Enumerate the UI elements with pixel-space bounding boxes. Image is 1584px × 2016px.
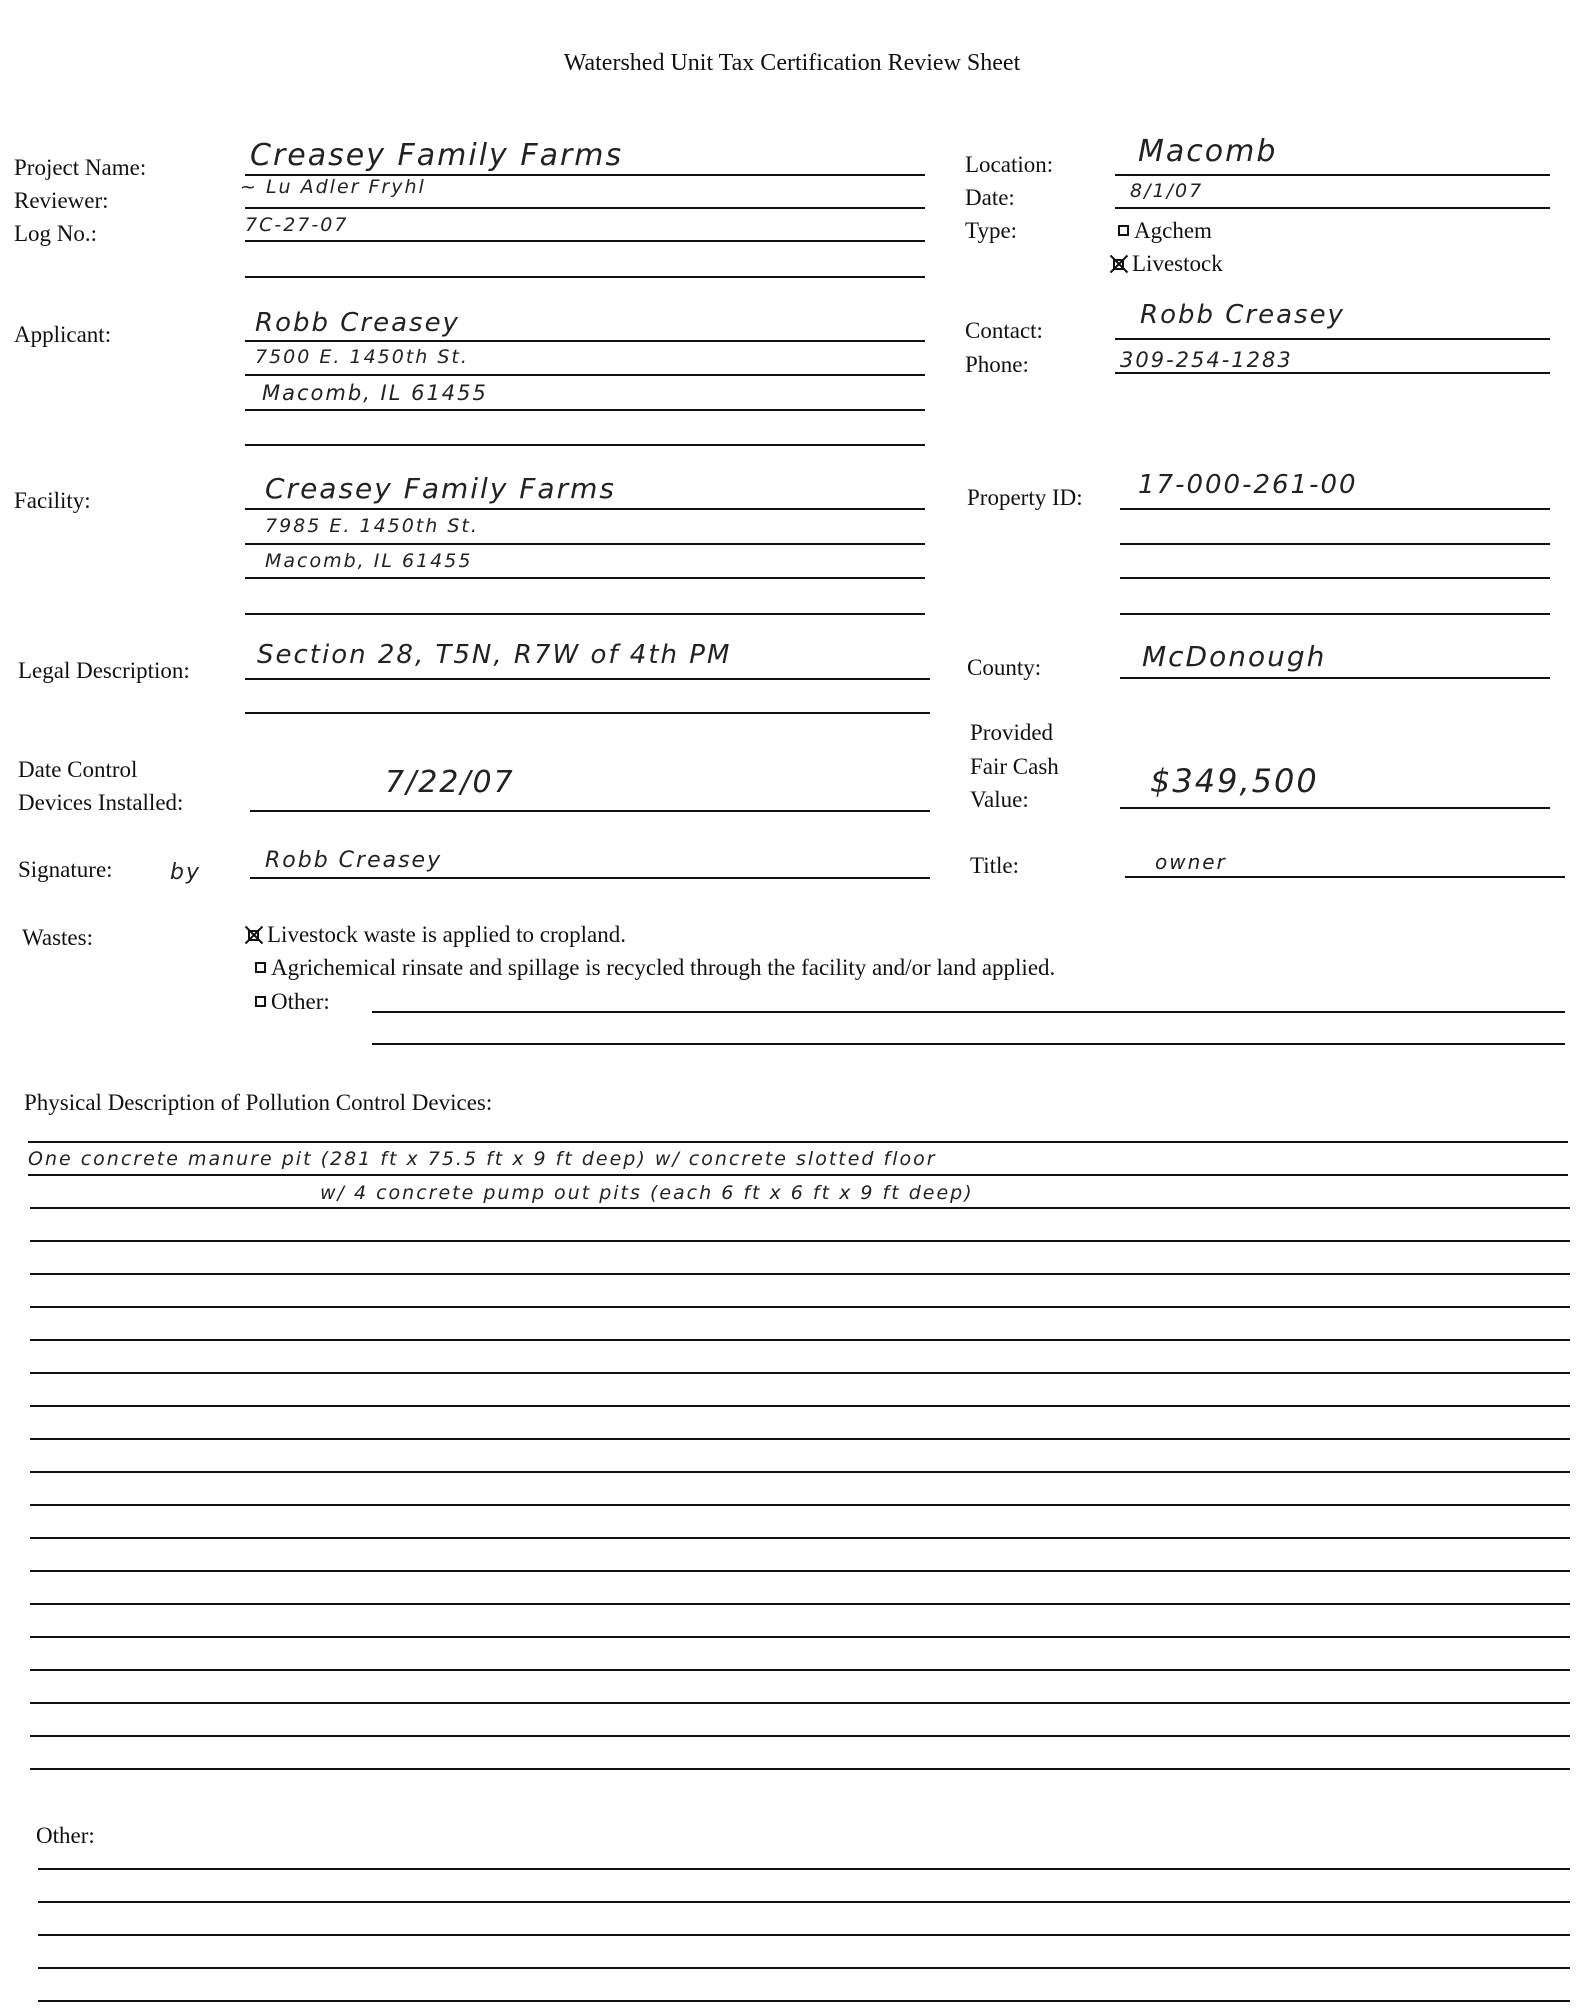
location-label: Location:: [965, 152, 1054, 177]
physical-description-line1-value: One concrete manure pit (281 ft x 75.5 ft x 9 ft deep) w/ concrete slotted floor: [28, 1148, 937, 1170]
phone-value: 309-254-1283: [1120, 348, 1293, 372]
facility-line3: [245, 577, 925, 579]
date-installed-value: 7/22/07: [385, 765, 515, 800]
facility-label: Facility:: [14, 488, 91, 513]
ruled-line: [30, 1735, 1570, 1737]
checked-checkbox-icon: [243, 924, 265, 946]
county-line: [1120, 677, 1550, 679]
date-value: 8/1/07: [1130, 180, 1204, 202]
fair-cash-value: $349,500: [1150, 762, 1319, 800]
fair-cash-label-1: Provided: [970, 720, 1054, 745]
checkbox-icon: [255, 962, 266, 973]
ruled-line: [38, 2000, 1570, 2002]
contact-value: Robb Creasey: [1140, 300, 1345, 330]
property-id-line4: [1120, 613, 1550, 615]
phone-label: Phone:: [965, 352, 1029, 377]
physical-description-label: Physical Description of Pollution Control Devices:: [24, 1090, 493, 1115]
title-label: Title:: [970, 853, 1020, 878]
facility-line2-value: 7985 E. 1450th St.: [265, 515, 479, 537]
ruled-line: [30, 1636, 1570, 1638]
legal-description-line: [245, 678, 930, 680]
property-id-line: [1120, 508, 1550, 510]
property-id-line3: [1120, 577, 1550, 579]
type-label: Type:: [965, 218, 1018, 243]
ruled-line: [38, 1901, 1570, 1903]
location-value: Macomb: [1138, 134, 1278, 169]
county-label: County:: [967, 655, 1042, 680]
reviewer-label: Reviewer:: [14, 188, 109, 213]
wastes-label: Wastes:: [22, 925, 93, 950]
physical-description-line2-value: w/ 4 concrete pump out pits (each 6 ft x 6 ft x 9 ft deep): [320, 1182, 974, 1204]
location-line: [1115, 174, 1550, 176]
date-label: Date:: [965, 185, 1015, 210]
facility-line3-value: Macomb, IL 61455: [265, 550, 473, 572]
ruled-line: [30, 1702, 1570, 1704]
form-title: Watershed Unit Tax Certification Review Sheet: [563, 50, 1021, 76]
applicant-line1: [245, 340, 925, 342]
waste-other-line2: [372, 1043, 1565, 1045]
fair-cash-label-2: Fair Cash: [970, 754, 1059, 779]
project-name-value: Creasey Family Farms: [250, 138, 624, 173]
ruled-line: [38, 1934, 1570, 1936]
reviewer-line: [245, 207, 925, 209]
other-label: Other:: [36, 1823, 95, 1848]
phone-line: [1115, 372, 1550, 374]
date-control-label-1: Date Control: [18, 757, 138, 782]
ruled-line: [30, 1306, 1570, 1308]
legal-description-line2: [245, 712, 930, 714]
applicant-line2-value: 7500 E. 1450th St.: [255, 346, 469, 368]
type-option-agchem[interactable]: Agchem: [1118, 218, 1212, 244]
ruled-line: [30, 1273, 1570, 1275]
log-no-line: [245, 240, 925, 242]
signature-line: [250, 877, 930, 879]
fair-cash-line: [1120, 807, 1550, 809]
facility-line1-value: Creasey Family Farms: [265, 472, 616, 505]
checked-checkbox-icon: [1108, 253, 1130, 275]
project-name-label: Project Name:: [14, 155, 147, 180]
waste-option-other[interactable]: Other:: [255, 989, 330, 1015]
waste-option-agrichemical[interactable]: Agrichemical rinsate and spillage is recycled through the facility and/or land applied.: [255, 955, 1055, 981]
date-line: [1115, 207, 1550, 209]
type-option-livestock[interactable]: Livestock: [1108, 251, 1223, 277]
legal-description-value: Section 28, T5N, R7W of 4th PM: [257, 640, 732, 670]
log-no-extra-line: [245, 276, 925, 278]
applicant-label: Applicant:: [14, 322, 112, 347]
contact-label: Contact:: [965, 318, 1043, 343]
ruled-line: [30, 1603, 1570, 1605]
signature-prefix: by: [170, 860, 201, 885]
title-value: owner: [1155, 850, 1227, 874]
ruled-line: [30, 1438, 1570, 1440]
reviewer-value: ~ Lu Adler Fryhl: [240, 176, 426, 198]
facility-extra-line: [245, 613, 925, 615]
signature-label: Signature:: [18, 857, 113, 882]
checkbox-icon: [255, 996, 266, 1007]
log-no-label: Log No.:: [14, 221, 98, 246]
ruled-line: [30, 1207, 1570, 1209]
date-installed-line: [250, 810, 930, 812]
property-id-value: 17-000-261-00: [1138, 470, 1358, 500]
applicant-line3-value: Macomb, IL 61455: [262, 381, 488, 405]
facility-line2: [245, 543, 925, 545]
property-id-label: Property ID:: [967, 485, 1083, 510]
ruled-line: [30, 1471, 1570, 1473]
waste-other-line: [372, 1011, 1565, 1013]
ruled-line: [30, 1669, 1570, 1671]
applicant-line1-value: Robb Creasey: [255, 308, 460, 338]
ruled-line: [30, 1570, 1570, 1572]
ruled-line: [30, 1768, 1570, 1770]
signature-value: Robb Creasey: [265, 848, 443, 873]
applicant-extra-line: [245, 444, 925, 446]
applicant-line2: [245, 374, 925, 376]
date-control-label-2: Devices Installed:: [18, 790, 184, 815]
ruled-line: [28, 1174, 1568, 1176]
title-line: [1125, 876, 1565, 878]
county-value: McDonough: [1142, 640, 1327, 673]
ruled-line: [38, 1967, 1570, 1969]
log-no-value: 7C-27-07: [245, 214, 349, 236]
fair-cash-label-3: Value:: [970, 787, 1029, 812]
checkbox-icon: [1118, 225, 1129, 236]
property-id-line2: [1120, 543, 1550, 545]
applicant-line3: [245, 409, 925, 411]
contact-line: [1115, 338, 1550, 340]
ruled-line: [38, 1868, 1570, 1870]
ruled-line: [30, 1537, 1570, 1539]
waste-option-livestock[interactable]: Livestock waste is applied to cropland.: [243, 922, 626, 948]
facility-line1: [245, 508, 925, 510]
ruled-line: [30, 1240, 1570, 1242]
ruled-line: [30, 1504, 1570, 1506]
ruled-line: [30, 1405, 1570, 1407]
legal-description-label: Legal Description:: [18, 658, 190, 683]
ruled-line: [30, 1339, 1570, 1341]
ruled-line: [30, 1372, 1570, 1374]
ruled-line: [28, 1141, 1568, 1143]
